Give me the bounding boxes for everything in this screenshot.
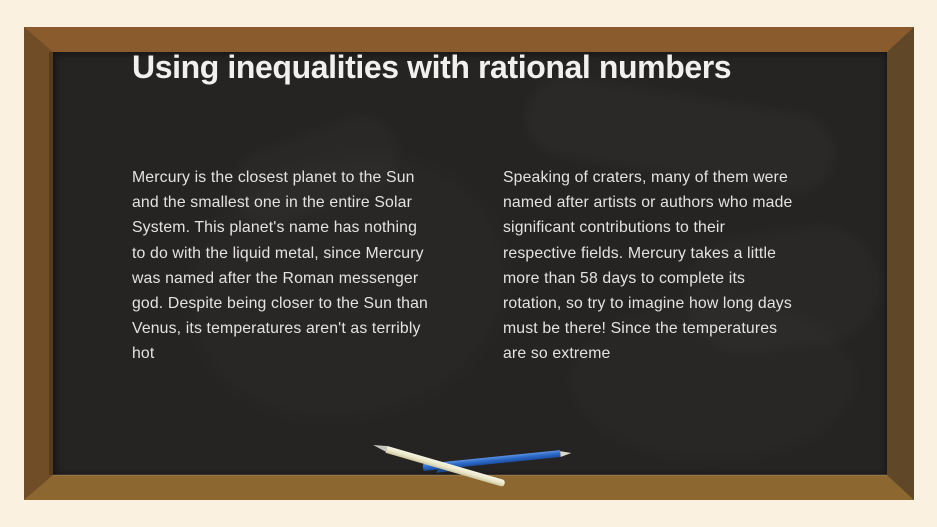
body-text-right-column: Speaking of craters, many of them were named after artists or authors who made significant contributions to their respective fields. Mercury takes a little more than 58 days to complete its rotation, so try to imagine how long days must be there! Since the temperatures are so extreme [503, 169, 793, 363]
slide-title: Using inequalities with rational numbers [132, 52, 732, 85]
chalkboard [53, 52, 887, 475]
frame-inner-shadow [49, 52, 53, 475]
body-text-left-column: Mercury is the closest planet to the Sun and the smallest one in the entire Solar System. This planet's name has nothing to do with the liquid metal, since Mercury was named after the Roman messenger god. Despite being closer to the Sun than Venus, its temperatures aren't as terribly hot [132, 169, 428, 363]
chalkboard-frame [24, 27, 914, 500]
blue-pen-tip [560, 449, 572, 456]
